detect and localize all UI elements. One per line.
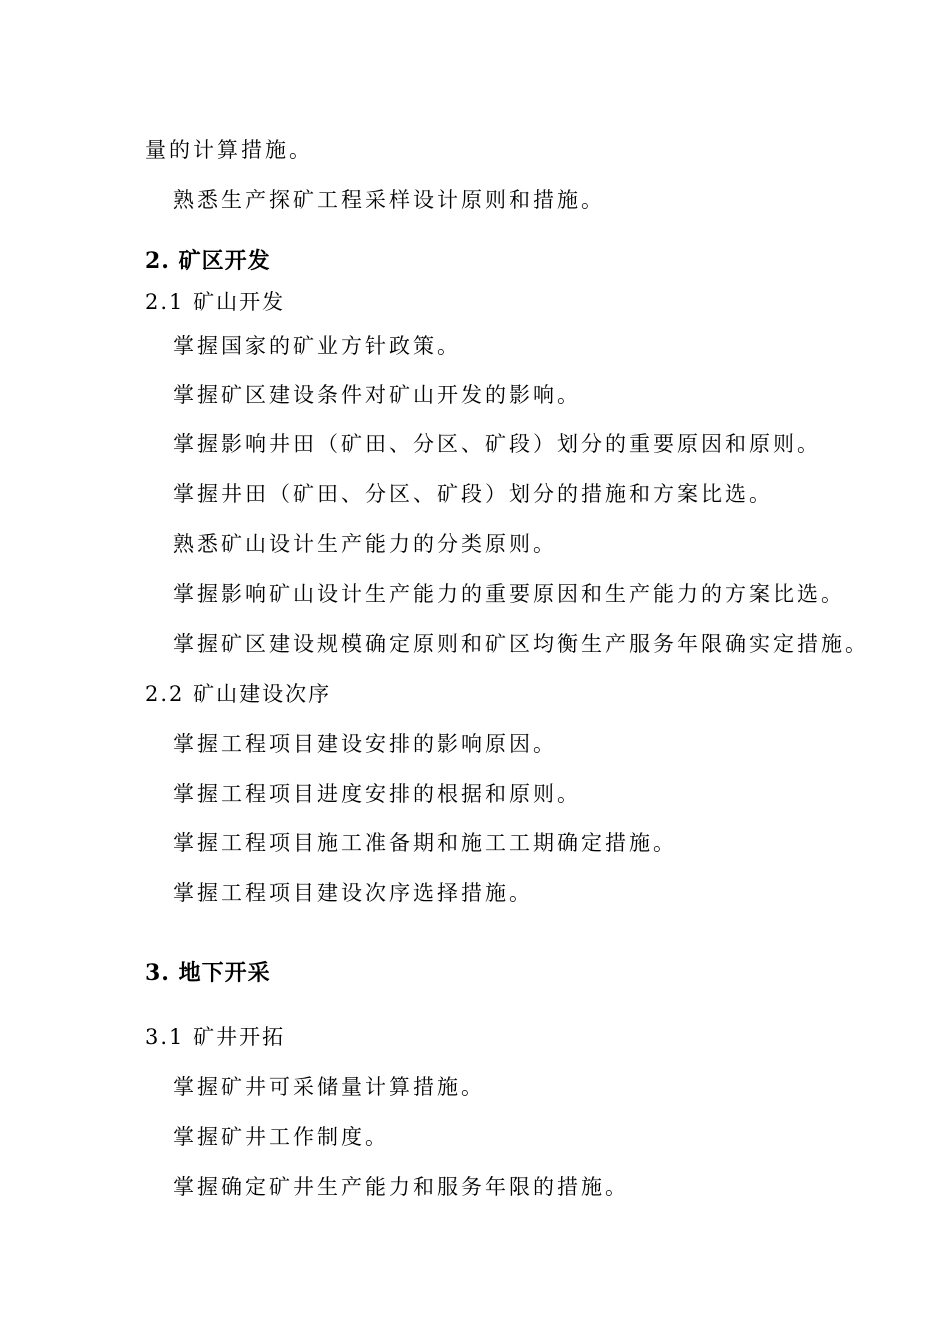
paragraph-line: 掌握井田（矿田、分区、矿段）划分的措施和方案比选。 — [173, 482, 773, 506]
paragraph-line: 掌握矿区建设条件对矿山开发的影响。 — [173, 383, 581, 407]
paragraph-line: 掌握矿井工作制度。 — [173, 1125, 389, 1149]
subsection-heading: 2.1 矿山开发 — [145, 290, 286, 314]
paragraph-line: 熟悉生产探矿工程采样设计原则和措施。 — [173, 188, 605, 212]
paragraph-line: 掌握矿井可采储量计算措施。 — [173, 1075, 485, 1099]
paragraph-line: 量的计算措施。 — [145, 138, 313, 162]
paragraph-line: 掌握影响井田（矿田、分区、矿段）划分的重要原因和原则。 — [173, 432, 821, 456]
paragraph-line: 掌握确定矿井生产能力和服务年限的措施。 — [173, 1175, 629, 1199]
paragraph-line: 掌握国家的矿业方针政策。 — [173, 334, 461, 358]
subsection-heading: 2.2 矿山建设次序 — [145, 682, 332, 706]
subsection-heading: 3.1 矿井开拓 — [145, 1025, 286, 1049]
section-heading: 3. 地下开采 — [145, 960, 271, 986]
paragraph-line: 掌握工程项目施工准备期和施工工期确定措施。 — [173, 831, 677, 855]
paragraph-line: 掌握工程项目建设次序选择措施。 — [173, 881, 533, 905]
paragraph-line: 掌握矿区建设规模确定原则和矿区均衡生产服务年限确实定措施。 — [173, 632, 869, 656]
section-heading: 2. 矿区开发 — [145, 248, 271, 274]
paragraph-line: 掌握影响矿山设计生产能力的重要原因和生产能力的方案比选。 — [173, 582, 845, 606]
paragraph-line: 掌握工程项目进度安排的根据和原则。 — [173, 782, 581, 806]
paragraph-line: 掌握工程项目建设安排的影响原因。 — [173, 732, 557, 756]
paragraph-line: 熟悉矿山设计生产能力的分类原则。 — [173, 532, 557, 556]
